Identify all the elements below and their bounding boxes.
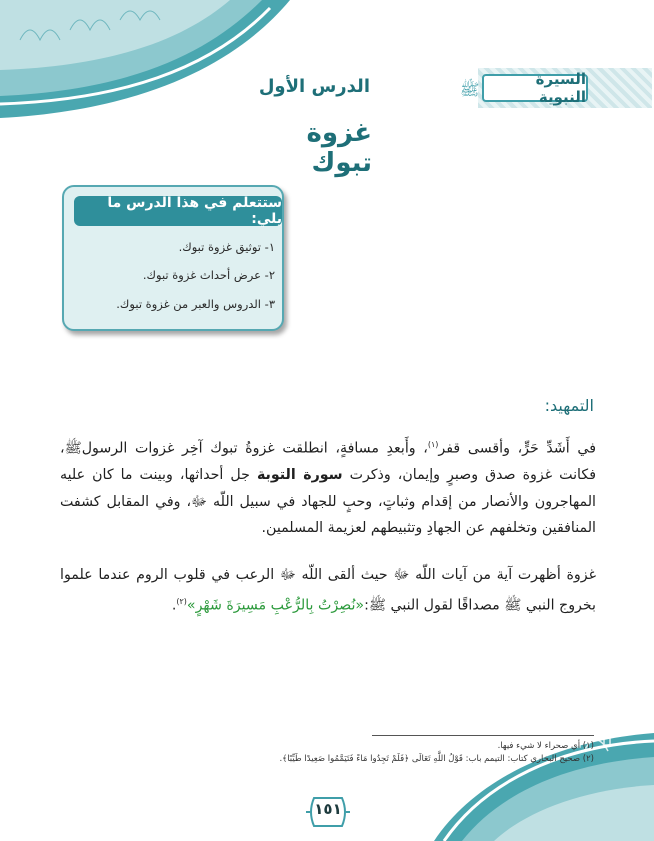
hadith-quote: «نُصِرْتُ بِالرُّعْبِ مَسِيرَةَ شَهْرٍ» bbox=[186, 597, 365, 614]
objectives-heading: ستتعلم في هذا الدرس ما يلي: bbox=[74, 196, 282, 226]
sura-name: سورة التوبة bbox=[256, 467, 343, 484]
paragraph-text: جل أحداثها، وبينت ما كان عليه المهاجرون والأنصار من إقدام وثباتٍ، وحبٍ للجهاد في سبيل اللّه ﷻ، وفي المقابل كشفت المنافقين وتخلفهم عن الجهادِ وتثبيطهم لعزيمة المسلمين. bbox=[60, 467, 596, 537]
footnote: (٢) صحيح البخاري كتاب: التيمم باب: قَوْلُ اللَّهِ تَعَالَى ﴿فَلَمْ تَجِدُوا مَاءً فَتَيَمَّمُوا صَعِيدًا طَيِّبًا﴾. bbox=[279, 754, 594, 764]
footnote-divider bbox=[372, 735, 594, 736]
objective-item: ٣- الدروس والعبر من غزوة تبوك. bbox=[116, 297, 275, 311]
paragraph-text: . bbox=[171, 597, 177, 614]
paragraph-text: في أَشَدِّ حَرٍّ، وأقسى قفر bbox=[438, 440, 596, 457]
intro-heading: التمهيد: bbox=[544, 396, 594, 415]
footnote-marker: (٢) bbox=[176, 596, 187, 606]
subject-flourish: ﷺ bbox=[460, 80, 480, 99]
intro-paragraph-2 bbox=[60, 562, 596, 619]
paragraph-text: غزوة أظهرت آية من آيات اللّه ﷻ حيث ألقى اللّه ﷻ الرعب في قلوب الروم عندما علموا بخروج النبي ﷺ مصداقًا لقول النبي ﷺ: bbox=[60, 567, 596, 614]
subject-label: السيرة النبوية bbox=[482, 74, 588, 102]
page-number: ١٥١ bbox=[314, 800, 342, 818]
bottom-right-ornament bbox=[434, 711, 654, 841]
footnote-marker: (١) bbox=[427, 440, 439, 449]
paragraph-text: ، وأَبعدِ مسافةٍ، انطلقت غزوةُ تبوك آخِر غزوات الرسولﷺ، فكانت غزوة صدق وصبرٍ وإيمان، وذكرت bbox=[60, 440, 596, 484]
lesson-label: الدرس الأول bbox=[258, 76, 370, 97]
top-left-ornament bbox=[0, 0, 290, 130]
footnote: (١) أي صحراء لا شيء فيها. bbox=[497, 741, 594, 751]
lesson-title: غزوة تبوك bbox=[306, 118, 372, 178]
intro-paragraph-1 bbox=[60, 432, 596, 542]
objective-item: ١- توثيق غزوة تبوك. bbox=[178, 240, 275, 254]
objective-item: ٢- عرض أحداث غزوة تبوك. bbox=[142, 268, 275, 282]
